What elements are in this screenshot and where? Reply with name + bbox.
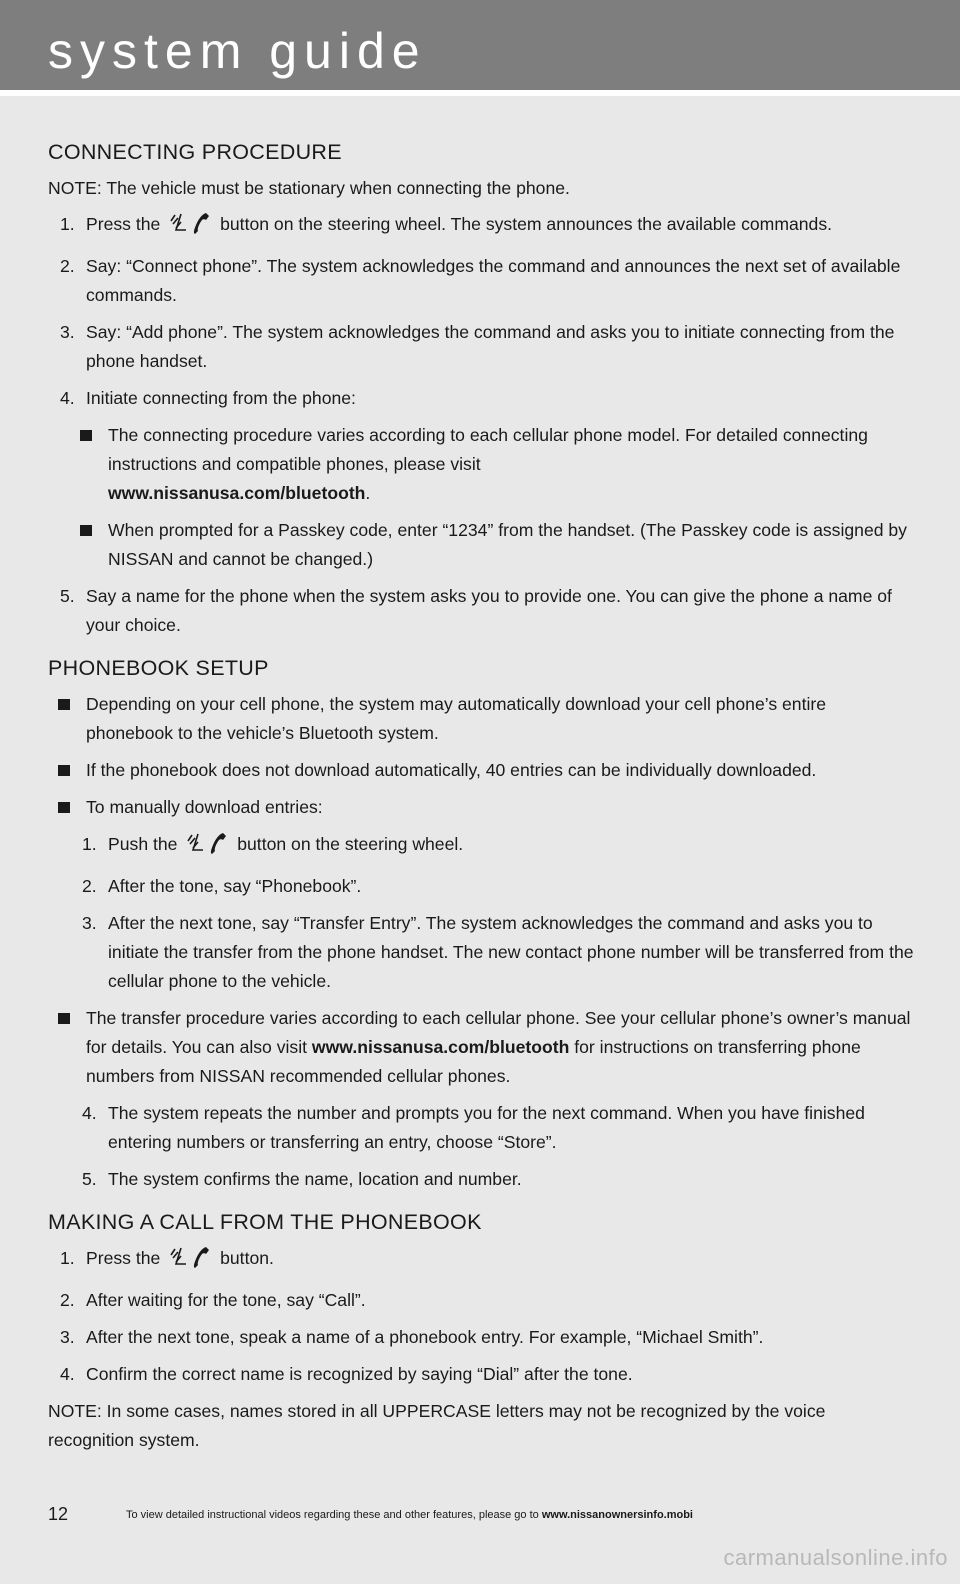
connecting-step-2: 2. Say: “Connect phone”. The system acknowledges the command and announces the next set of available commands. bbox=[60, 256, 901, 305]
connecting-sub-bullet-1: The connecting procedure varies according to each cellular phone model. For detailed connecting instructions and compatible phones, please visit www.nissanusa.com/bluetooth. bbox=[70, 421, 914, 508]
connecting-sub-bullet-2: When prompted for a Passkey code, enter “1234” from the handset. (The Passkey code is assigned by NISSAN and cannot be changed.) bbox=[70, 516, 914, 574]
bluetooth-link[interactable]: www.nissanusa.com/bluetooth bbox=[311, 1037, 570, 1057]
main-content bbox=[48, 138, 914, 1455]
call-step-1: 1. Press the button. bbox=[48, 1244, 914, 1278]
phonebook-bullet-1: Depending on your cell phone, the system may automatically download your cell phone’s entire phonebook to the vehicle’s Bluetooth system. bbox=[48, 690, 914, 748]
footer-note: To view detailed instructional videos regarding these and other features, please go to www.nissanownersinfo.mobi bbox=[126, 1509, 693, 1521]
connecting-step-3: 3. Say: “Add phone”. The system acknowledges the command and asks you to initiate connecting from the phone handset. bbox=[60, 322, 895, 371]
bullet-square-icon bbox=[80, 430, 92, 441]
page-title: system guide bbox=[48, 23, 427, 79]
section-heading-phonebook: PHONEBOOK SETUP bbox=[48, 656, 269, 680]
call-step-2: 2. After waiting for the tone, say “Call”. bbox=[60, 1290, 366, 1310]
making-call-note: NOTE: In some cases, names stored in all UPPERCASE letters may not be recognized by the voice recognition system. bbox=[48, 1401, 826, 1450]
phonebook-transfer-bullet: The transfer procedure varies according to each cellular phone. See your cellular phone’s owner’s manual for details. You can also visit www.nissanusa.com/bluetooth for instructions on transferring phone numbers from NISSAN recommended cellular phones. bbox=[48, 1004, 914, 1091]
manual-step-2: 2. After the tone, say “Phonebook”. bbox=[82, 876, 362, 896]
connecting-note: NOTE: The vehicle must be stationary when connecting the phone. bbox=[48, 178, 570, 198]
phonebook-bullet-2: If the phonebook does not download automatically, 40 entries can be individually downloaded. bbox=[48, 756, 914, 785]
owners-info-link[interactable]: www.nissanownersinfo.mobi bbox=[541, 1509, 693, 1521]
bullet-square-icon bbox=[58, 1013, 70, 1024]
bluetooth-link[interactable]: www.nissanusa.com/bluetooth bbox=[108, 483, 366, 503]
call-step-3: 3. After the next tone, speak a name of a phonebook entry. For example, “Michael Smith”. bbox=[60, 1327, 764, 1347]
bullet-square-icon bbox=[58, 765, 70, 776]
connecting-step-4: 4. Initiate connecting from the phone: bbox=[60, 388, 356, 408]
manual-step-4: 4. The system repeats the number and prompts you for the next command. When you have finished entering numbers or transferring an entry, choose “Store”. bbox=[82, 1103, 865, 1152]
voice-phone-icon bbox=[168, 211, 212, 244]
section-heading-connecting: CONNECTING PROCEDURE bbox=[48, 140, 342, 164]
manual-step-3: 3. After the next tone, say “Transfer Entry”. The system acknowledges the command and asks you to initiate the transfer from the phone handset. The new contact phone number will be transferred from the cellular phone to the vehicle. bbox=[82, 913, 914, 991]
connecting-step-1: 1. Press the button on the steering wheel. The system announces the available commands. bbox=[48, 210, 914, 244]
header-banner bbox=[0, 0, 960, 96]
bullet-square-icon bbox=[58, 699, 70, 710]
voice-phone-icon bbox=[168, 1245, 212, 1278]
bullet-square-icon bbox=[80, 525, 92, 536]
manual-step-1: 1. Push the button on the steering wheel. bbox=[70, 830, 914, 864]
manual-step-5: 5. The system confirms the name, location and number. bbox=[82, 1169, 522, 1189]
page-number: 12 bbox=[48, 1504, 69, 1524]
connecting-step-5: 5. Say a name for the phone when the system asks you to provide one. You can give the phone a name of your choice. bbox=[60, 586, 892, 635]
bullet-square-icon bbox=[58, 802, 70, 813]
phonebook-bullet-3: To manually download entries: bbox=[48, 793, 914, 822]
section-heading-making-call: MAKING A CALL FROM THE PHONEBOOK bbox=[48, 1210, 482, 1234]
call-step-4: 4. Confirm the correct name is recognized by saying “Dial” after the tone. bbox=[60, 1364, 633, 1384]
watermark: carmanualsonline.info bbox=[723, 1545, 948, 1570]
voice-phone-icon bbox=[185, 831, 229, 864]
